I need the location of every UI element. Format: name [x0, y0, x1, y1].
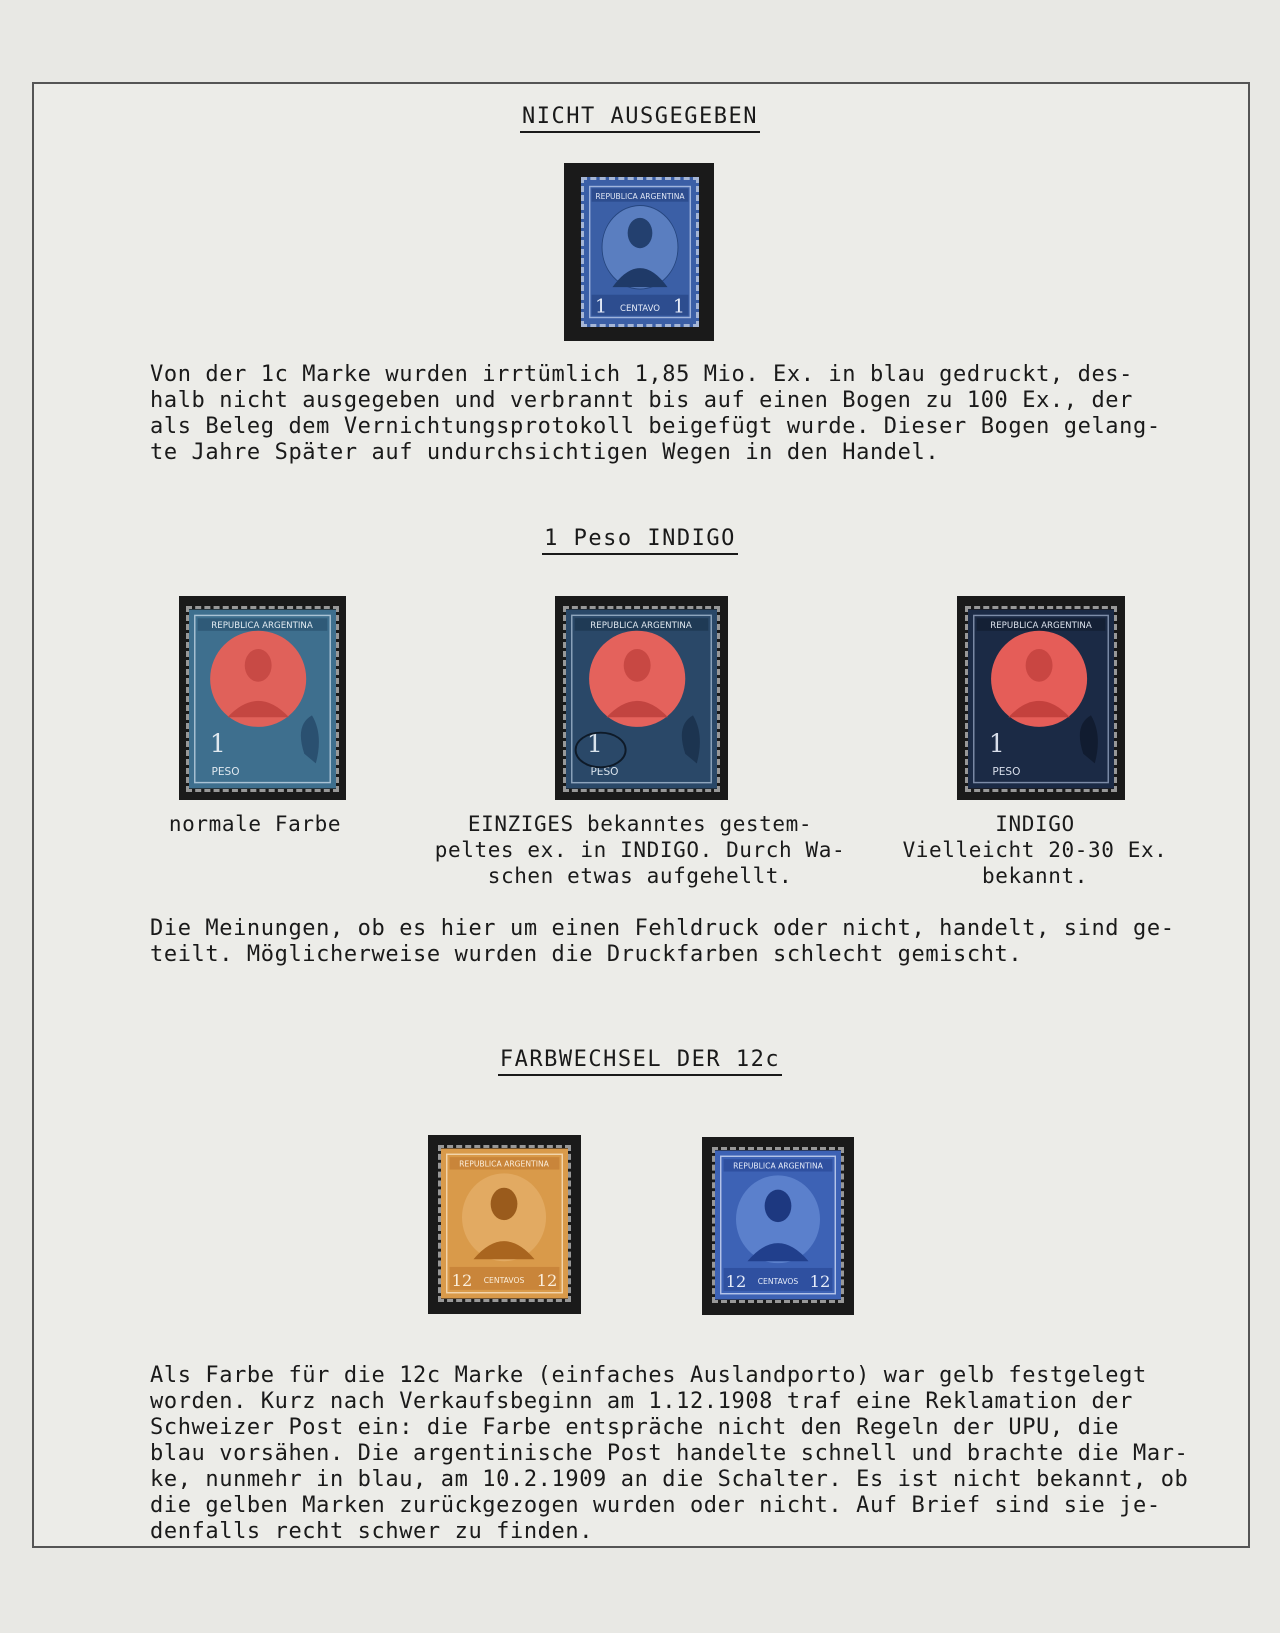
caption-indigo: INDIGO Vielleicht 20-30 Ex. bekannt. [902, 812, 1168, 888]
stamp-denomination: PESO [992, 765, 1021, 778]
stamp-country-label: REPUBLICA ARGENTINA [990, 620, 1092, 631]
stamp-denomination: CENTAVOS [483, 1276, 525, 1286]
stamp-country-label: REPUBLICA ARGENTINA [733, 1161, 823, 1171]
stamp-denomination: CENTAVO [620, 303, 660, 314]
heading-text: NICHT AUSGEGEBEN [520, 104, 760, 133]
stamp-value-right: 1 [672, 295, 685, 318]
stamp-1peso-indigo-image [968, 609, 1114, 789]
stamp-value-left: 12 [451, 1271, 473, 1291]
heading-farbwechsel [0, 1047, 1280, 1072]
stamp-country-label: REPUBLICA ARGENTINA [590, 620, 692, 631]
stamp-1peso-indigo [965, 606, 1117, 792]
stamp-1peso-normal [186, 606, 339, 792]
stamp-value: 1 [586, 728, 603, 758]
paragraph-nicht-ausgegeben: Von der 1c Marke wurden irrtümlich 1,85 Mio. Ex. in blau gedruckt, des- halb nicht ausgegeben und verbrannt bis auf einen Bogen zu 100 Ex., der als Beleg dem Vernichtungsprotokoll beigefügt wurde. Dieser Bogen gelang- te Jahre Später auf undurchsichtigen Wegen in den Handel. [150, 362, 1161, 465]
stamp-value-left: 1 [595, 295, 608, 318]
paragraph-peso-indigo: Die Meinungen, ob es hier um einen Fehldruck oder nicht, handelt, sind ge- teilt. Möglicherweise wurden die Druckfarben schlecht gemischt. [150, 916, 1175, 967]
stamp-denomination: CENTAVOS [757, 1277, 799, 1287]
stamp-denomination: PESO [590, 765, 619, 778]
stamp-12c-yellow [438, 1145, 571, 1302]
heading-text: FARBWECHSEL DER 12c [498, 1047, 782, 1076]
heading-peso-indigo [0, 526, 1280, 551]
paragraph-farbwechsel: Als Farbe für die 12c Marke (einfaches Auslandporto) war gelb festgelegt worden. Kurz nach Verkaufsbeginn am 1.12.1908 traf eine Reklamation der Schweizer Post ein: die Farbe entspräche nicht den Regeln der UPU, die blau vorsähen. Die argentinische Post handelte schnell und brachte die Mar- ke, nunmehr in blau, am 10.2.1909 an die Schalter. Es ist nicht bekannt, ob die gelben Marken zurückgezogen wurden oder nicht. Auf Brief sind sie je- denfalls recht schwer zu finden. [150, 1363, 1189, 1544]
heading-nicht-ausgegeben [0, 104, 1280, 129]
stamp-12c-yellow-image [441, 1148, 568, 1299]
caption-einziges: EINZIGES bekanntes gestem- peltes ex. in INDIGO. Durch Wa- schen etwas aufgehellt. [434, 812, 846, 888]
stamp-value-right: 12 [536, 1271, 558, 1291]
stamp-country-label: REPUBLICA ARGENTINA [459, 1159, 549, 1169]
heading-text: 1 Peso INDIGO [542, 526, 738, 555]
stamp-denomination: PESO [211, 765, 240, 778]
stamp-value: 1 [988, 728, 1005, 758]
stamp-12c-blue-image [715, 1150, 841, 1300]
stamp-1c-blue [581, 177, 699, 327]
caption-normale-farbe: normale Farbe [168, 812, 342, 836]
stamp-1peso-einziges-image [566, 609, 717, 789]
stamp-1c-blue-image [584, 180, 696, 324]
stamp-12c-blue [712, 1147, 844, 1303]
stamp-value-left: 12 [725, 1272, 747, 1292]
stamp-value: 1 [209, 728, 226, 758]
stamp-1peso-einziges [563, 606, 720, 792]
stamp-country-label: REPUBLICA ARGENTINA [211, 620, 313, 631]
stamp-value-right: 12 [809, 1272, 831, 1292]
stamp-1peso-normal-image [189, 609, 336, 789]
stamp-country-label: REPUBLICA ARGENTINA [595, 191, 685, 201]
